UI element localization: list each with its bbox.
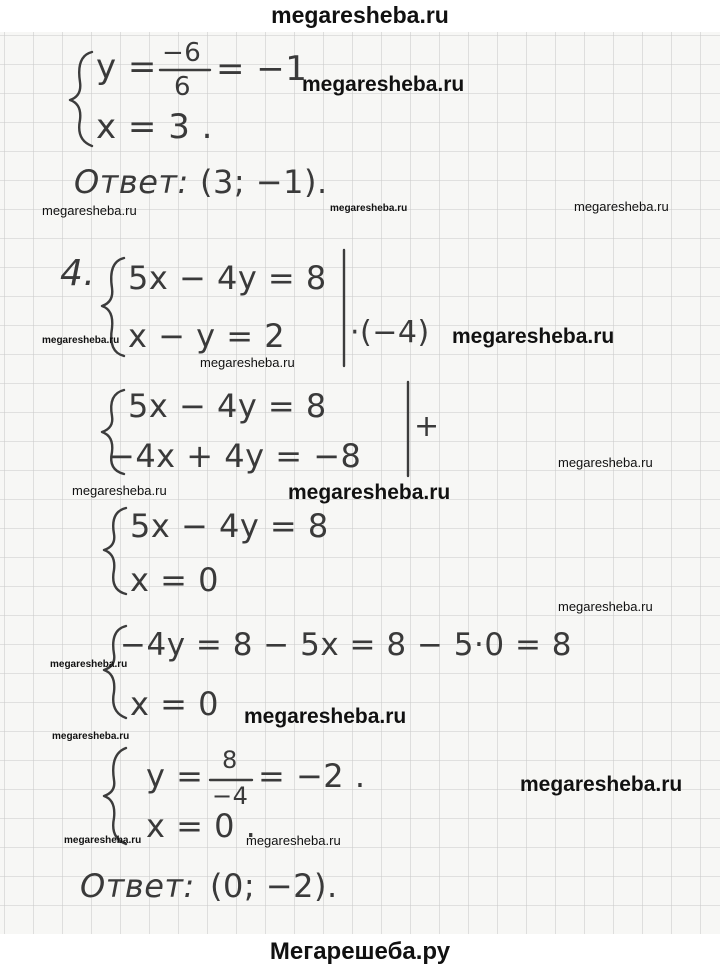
plus-sign: + xyxy=(414,409,440,444)
equation-x-value: x = 3 . xyxy=(96,107,213,147)
multiplier: ·(−4) xyxy=(350,315,430,350)
watermark: megaresheba.ru xyxy=(64,835,142,846)
sys5-y-result: = −2 . xyxy=(258,757,366,795)
fraction-numerator: −6 xyxy=(162,38,202,68)
watermark: megaresheba.ru xyxy=(520,773,683,796)
problem-number: 4. xyxy=(60,253,96,294)
equation-y-lhs: y = xyxy=(96,47,157,87)
fraction-denominator: 6 xyxy=(174,72,192,102)
sys5-fraction-numerator: 8 xyxy=(222,746,238,774)
watermark: megaresheba.ru xyxy=(42,335,120,346)
sys4-equation-2: x = 0 xyxy=(130,685,219,723)
sys5-equation-2: x = 0 . xyxy=(146,807,257,845)
answer-label-top: Ответ: xyxy=(74,163,189,201)
watermark: megaresheba.ru xyxy=(72,483,167,498)
answer-value-bottom: (0; −2). xyxy=(210,867,338,905)
watermark: megaresheba.ru xyxy=(52,731,130,742)
sys1-equation-2: x − y = 2 xyxy=(128,317,286,355)
watermark: megaresheba.ru xyxy=(558,599,653,614)
watermark: megaresheba.ru xyxy=(288,481,451,504)
answer-label-bottom: Ответ: xyxy=(80,867,195,905)
sys2-equation-2: −4x + 4y = −8 xyxy=(108,437,362,475)
sys5-y-lhs: y = xyxy=(146,757,204,795)
sys1-equation-1: 5x − 4y = 8 xyxy=(128,259,327,297)
sys3-equation-2: x = 0 xyxy=(130,561,219,599)
watermark: megaresheba.ru xyxy=(574,199,669,214)
watermark: megaresheba.ru xyxy=(302,73,465,96)
site-header[interactable]: megaresheba.ru xyxy=(271,2,449,28)
sys3-equation-1: 5x − 4y = 8 xyxy=(130,507,329,545)
sys2-equation-1: 5x − 4y = 8 xyxy=(128,387,327,425)
watermark: megaresheba.ru xyxy=(200,355,295,370)
watermark: megaresheba.ru xyxy=(42,203,137,218)
watermark: megaresheba.ru xyxy=(452,325,615,348)
watermark: megaresheba.ru xyxy=(246,833,341,848)
watermark: megaresheba.ru xyxy=(330,203,408,214)
sys4-equation-1: −4y = 8 − 5x = 8 − 5·0 = 8 xyxy=(120,627,572,663)
watermark: megaresheba.ru xyxy=(558,455,653,470)
watermark: megaresheba.ru xyxy=(244,705,407,728)
answer-value-top: (3; −1). xyxy=(200,163,328,201)
site-footer[interactable]: Мегарешеба.ру xyxy=(269,938,451,965)
sys5-fraction-denominator: −4 xyxy=(212,782,249,810)
watermark: megaresheba.ru xyxy=(50,659,128,670)
equation-y-result: = −1 xyxy=(216,49,308,89)
